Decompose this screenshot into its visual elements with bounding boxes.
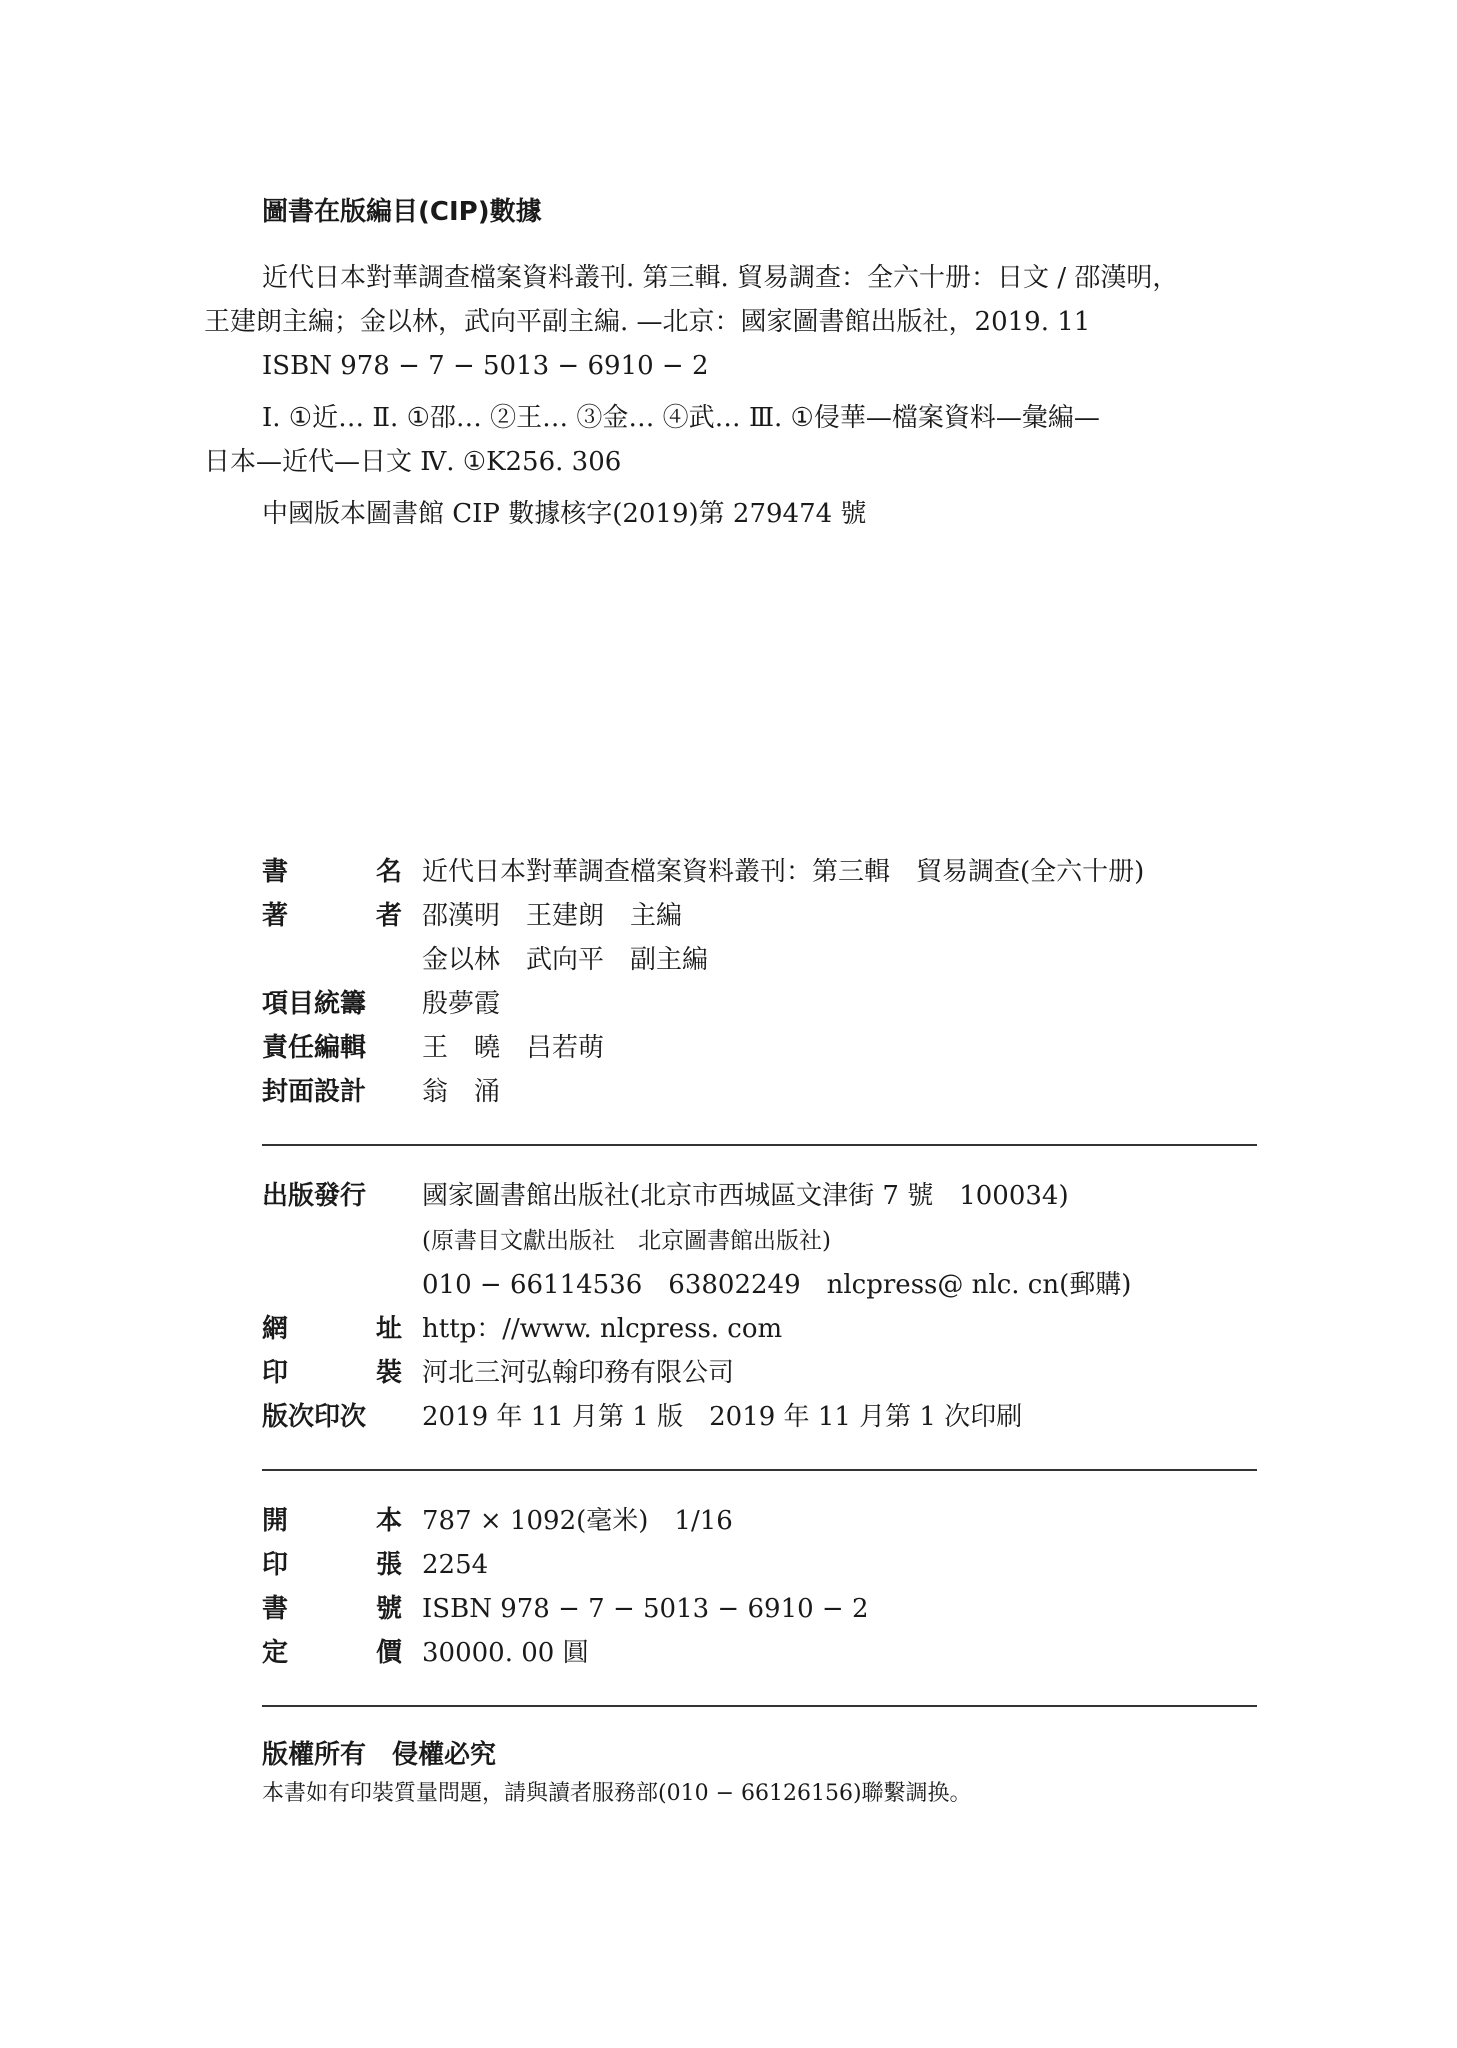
value-cover-design: 翁 涌 [422,1077,501,1107]
colophon-row-responsible-editors [262,1026,1262,1070]
value-contact: 010 − 66114536 63802249 nlcpress@ nlc. cn(郵購) [422,1270,1132,1300]
rights-note: 本書如有印裝質量問題，請與讀者服務部(010 − 66126156)聯繫調换。 [262,1781,972,1806]
value-printer: 河北三河弘翰印務有限公司 [422,1358,735,1388]
label-format: 開 本 [262,1506,402,1536]
label-project-coordinator: 項目統籌 [262,989,367,1019]
value-title: 近代日本對華調查檔案資料叢刊：第三輯 貿易調查(全六十册) [422,857,1145,887]
value-deputy-editors: 金以林 武向平 副主編 [422,945,709,975]
label-website: 網 址 [262,1314,402,1344]
cip-isbn: ISBN 978 − 7 − 5013 − 6910 − 2 [262,351,709,381]
label-publisher: 出版發行 [262,1181,367,1211]
label-price: 定 價 [262,1638,402,1668]
colophon-group-credits [262,850,1262,1114]
colophon-group-specs [262,1499,1262,1675]
label-authors: 著 者 [262,901,402,931]
colophon-row-edition [262,1395,1262,1439]
colophon-row-printer [262,1351,1262,1395]
colophon-row-contact [262,1263,1262,1307]
colophon-group-publisher [262,1174,1262,1439]
value-website: http：//www. nlcpress. com [422,1314,783,1344]
label-printer: 印 裝 [262,1358,402,1388]
label-edition: 版次印次 [262,1402,367,1432]
divider [262,1705,1257,1707]
colophon-row-deputy-editors [262,938,1262,982]
colophon-row-website [262,1307,1262,1351]
colophon-row-title [262,850,1262,894]
value-former-names: (原書目文獻出版社 北京圖書館出版社) [422,1228,831,1254]
value-publisher: 國家圖書館出版社(北京市西城區文津街 7 號 100034) [422,1181,1069,1211]
colophon-row-project-coordinator [262,982,1262,1026]
value-edition: 2019 年 11 月第 1 版 2019 年 11 月第 1 次印刷 [422,1402,1023,1432]
value-responsible-editors: 王 曉 吕若萌 [422,1033,605,1063]
label-responsible-editors: 責任編輯 [262,1033,367,1063]
label-sheets: 印 張 [262,1550,402,1580]
value-sheets: 2254 [422,1550,489,1580]
cip-block [204,196,1272,536]
cip-title-line: 近代日本對華調查檔案資料叢刊. 第三輯. 貿易調查：全六十册：日文 / 邵漢明， [262,263,1179,293]
colophon-row-publisher [262,1174,1262,1218]
colophon-row-format [262,1499,1262,1543]
divider [262,1469,1257,1471]
divider [262,1144,1257,1146]
value-isbn: ISBN 978 − 7 − 5013 − 6910 − 2 [422,1594,869,1624]
rights-statement: 版權所有 侵權必究 [262,1740,497,1770]
cip-title-line-cont: 王建朗主編；金以林，武向平副主編. —北京：國家圖書館出版社，2019. 11 [204,307,1091,337]
cip-record-number: 中國版本圖書館 CIP 數據核字(2019)第 279474 號 [262,499,867,529]
cip-subject-line-cont: 日本—近代—日文 Ⅳ. ①K256. 306 [204,447,622,477]
value-price: 30000. 00 圓 [422,1638,589,1668]
colophon-row-isbn [262,1587,1262,1631]
colophon-row-cover-design [262,1070,1262,1114]
colophon-row-authors [262,894,1262,938]
cip-heading: 圖書在版編目(CIP)數據 [262,197,542,227]
colophon-row-price [262,1631,1262,1675]
colophon-row-former-names [262,1218,1262,1263]
label-isbn: 書 號 [262,1594,402,1624]
colophon-row-sheets [262,1543,1262,1587]
value-format: 787 × 1092(毫米) 1/16 [422,1506,733,1536]
value-project-coordinator: 殷夢霞 [422,989,501,1019]
label-cover-design: 封面設計 [262,1077,367,1107]
label-title: 書 名 [262,857,402,887]
value-authors: 邵漢明 王建朗 主編 [422,901,683,931]
colophon [262,850,1262,1813]
cip-subject-line: Ⅰ. ①近… Ⅱ. ①邵… ②王… ③金… ④武… Ⅲ. ①侵華—檔案資料—彙編— [262,403,1100,433]
